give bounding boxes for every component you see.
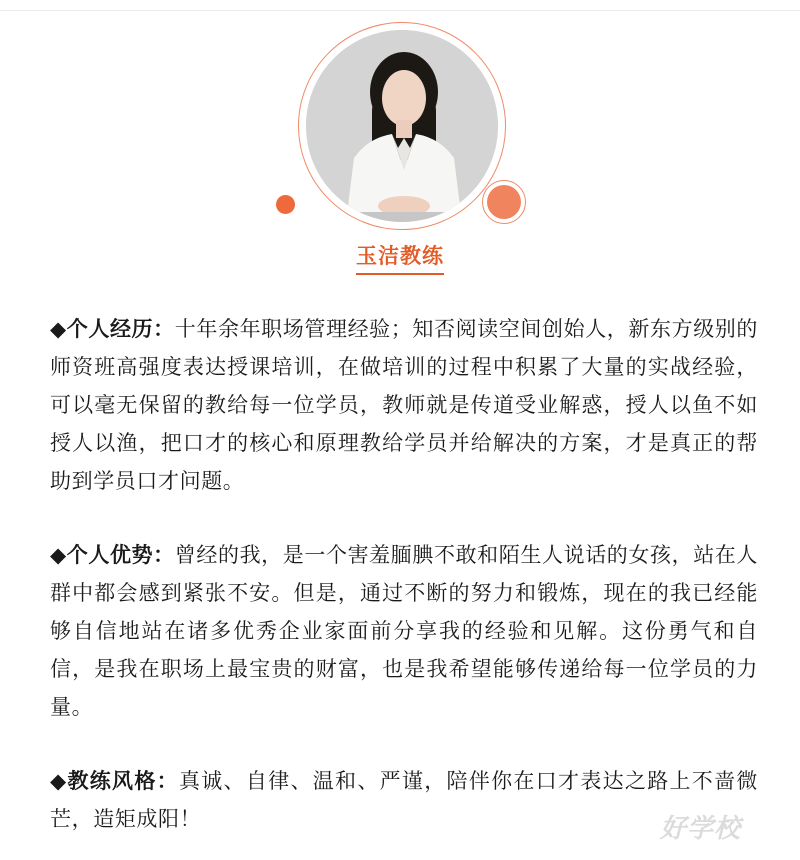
section-body: 曾经的我，是一个害羞腼腆不敢和陌生人说话的女孩，站在人群中都会感到紧张不安。但是，通过不断的努力和锻炼，现在的我已经能够自信地站在诸多优秀企业家面前分享我的经验和见解。这份勇气和自信，是我在职场上最宝贵的财富，也是我希望能够传递给每一位学员的力量。: [50, 543, 759, 719]
watermark-logo: 好学校: [660, 814, 742, 844]
section-body: 十年余年职场管理经验；知否阅读空间创始人，新东方级别的师资班高强度表达授课培训，在做培训的过程中积累了大量的实战经验，可以毫无保留的教给每一位学员，教师就是传道受业解惑，授人以鱼不如授人以渔，把口才的核心和原理教给学员并给解决的方案，才是真正的帮助到学员口才问题。: [50, 317, 759, 493]
decor-dot-filled: [487, 185, 521, 219]
section-style: [50, 762, 758, 838]
coach-name: 玉洁教练: [356, 240, 444, 275]
section-heading: ◆教练风格：: [50, 769, 179, 793]
coach-name-heading: [0, 240, 800, 275]
section-heading: ◆个人经历：: [50, 317, 175, 341]
top-divider: [0, 10, 800, 11]
section-heading: ◆个人优势：: [50, 543, 175, 567]
section-strengths: [50, 536, 758, 726]
section-body: 真诚、自律、温和、严谨，陪伴你在口才表达之路上不啬微芒，造矩成阳！: [50, 769, 759, 831]
decor-dot-small: [276, 195, 295, 214]
section-experience: [50, 310, 758, 500]
coach-portrait: [306, 30, 498, 222]
coach-portrait-photo: [306, 30, 498, 222]
